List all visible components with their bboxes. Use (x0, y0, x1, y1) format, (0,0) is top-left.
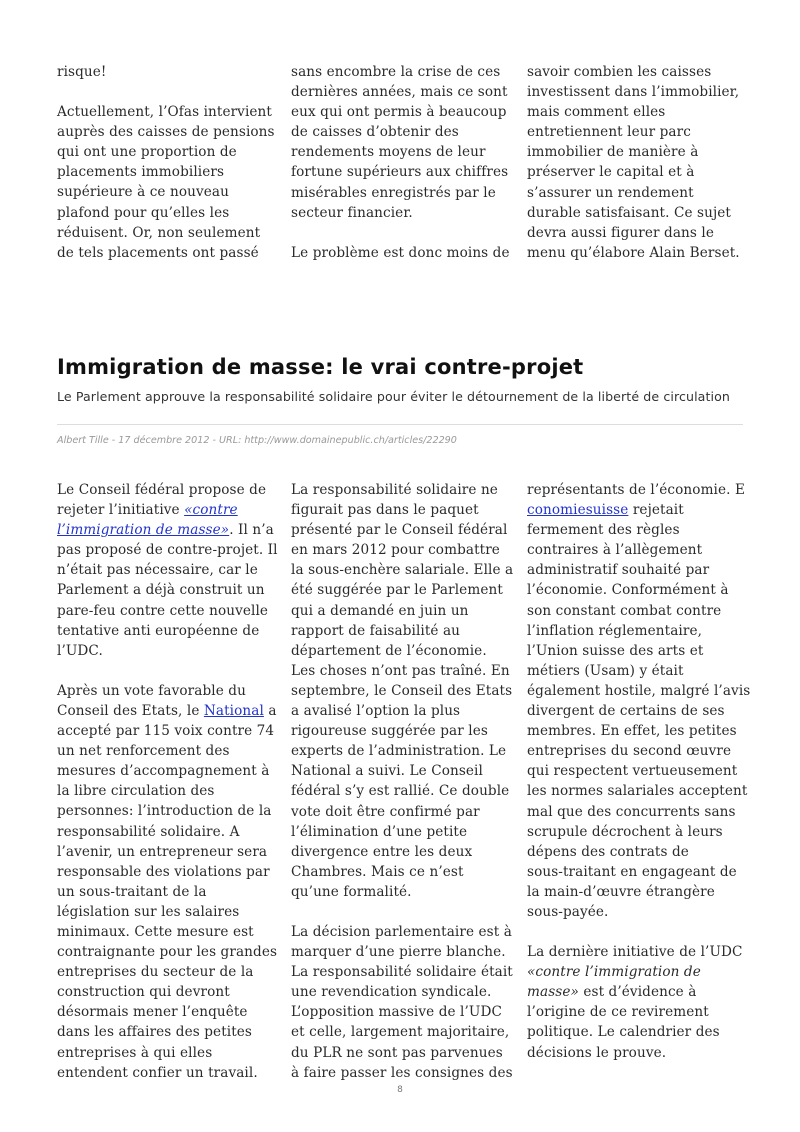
text-line: La responsabilité solidaire ne (291, 482, 498, 498)
text-line: n’était pas nécessaire, car le (57, 562, 258, 579)
text-line: également hostile, malgré l’avis (527, 682, 751, 699)
text-line: l’origine de ce revirement (527, 1004, 709, 1021)
text-line: sous-traitant en engageant de (527, 863, 737, 880)
text-line: construction qui devront (57, 984, 230, 1001)
text-line: supérieure à ce nouveau (57, 184, 229, 201)
text-line: minimaux. Cette mesure est (57, 923, 254, 940)
text-line: investissent dans l’immobilier, (527, 84, 740, 101)
text-line: rigoureuse suggérée par les (291, 723, 488, 740)
text-line: à faire passer les consignes des (291, 1064, 513, 1081)
text-line: marquer d’une pierre blanche. (291, 944, 506, 961)
paragraph (291, 243, 511, 263)
text-line: entreprises à qui elles (57, 1044, 213, 1061)
text-line: savoir combien les caisses (527, 64, 712, 80)
paragraph (57, 62, 277, 82)
paragraph (527, 480, 762, 922)
text-line: divergence entre les deux (291, 843, 473, 860)
paragraph (57, 102, 277, 263)
text-line: un net renforcement des (57, 743, 230, 760)
text-line: eux qui ont permis à beaucoup (291, 104, 507, 121)
text-line: de caisses d’obtenir des (291, 124, 459, 141)
text-line: et celle, largement majoritaire, (291, 1024, 510, 1041)
text-line: vote doit être confirmé par (291, 803, 480, 820)
text-line: l’économie. Conformément à (527, 582, 729, 599)
text-line (527, 500, 762, 520)
article-column-3 (527, 480, 762, 1063)
text-line: qui respectent vertueusement (527, 763, 738, 780)
text-line: figurait pas dans le paquet (291, 502, 479, 519)
italic-text: «contre l’immigration de (527, 964, 701, 981)
text-line: Les choses n’ont pas traîné. En (291, 662, 510, 679)
text-line (527, 962, 762, 982)
text-line: durable satisfaisant. Ce sujet (527, 204, 731, 221)
text-line: fortune supérieurs aux chiffres (291, 164, 509, 181)
text-line: membres. En effet, les petites (527, 723, 737, 740)
text-line: experts de l’administration. Le (291, 743, 507, 760)
text-line: préserver le capital et à (527, 164, 695, 181)
text-line: devra aussi figurer dans le (527, 224, 714, 241)
text-line: en mars 2012 pour combattre (291, 542, 500, 559)
text-line: sous-payée. (527, 903, 609, 920)
text-line: personnes: l’introduction de la (57, 803, 272, 820)
text-segment: rejetait (628, 502, 684, 519)
text-line: dans les affaires des petites (57, 1024, 252, 1041)
text-line: tentative anti européenne de (57, 622, 260, 639)
text-line: plafond pour qu’elles les (57, 204, 230, 221)
paragraph (291, 62, 511, 223)
text-line: responsable des violations par (57, 863, 270, 880)
text-line: menu qu’élabore Alain Berset. (527, 244, 740, 261)
text-line: Chambres. Mais ce n’est (291, 863, 464, 880)
text-line: rapport de faisabilité au (291, 622, 461, 639)
text-line: sans encombre la crise de ces (291, 64, 501, 80)
text-line: scrupule décrochent à leurs (527, 823, 723, 840)
text-line (57, 701, 282, 721)
text-line: La dernière initiative de l’UDC (527, 944, 743, 961)
text-line: du PLR ne sont pas parvenues (291, 1044, 503, 1061)
text-line: entretiennent leur parc (527, 124, 691, 141)
text-line: dernières années, mais ce sont (291, 84, 508, 101)
link-text: l’immigration de masse» (57, 522, 230, 539)
link-text: «contre (184, 502, 238, 519)
text-line: représentants de l’économie. E (527, 482, 746, 498)
text-line: contraires à l’allègement (527, 542, 703, 559)
text-line: une revendication syndicale. (291, 984, 492, 1001)
text-line: pare-feu contre cette nouvelle (57, 602, 269, 619)
text-line: accepté par 115 voix contre 74 (57, 723, 275, 740)
text-line: contraignante pour les grandes (57, 944, 278, 961)
text-line: législation sur les salaires (57, 903, 240, 920)
text-line (57, 500, 282, 520)
text-line: fédéral s’y est rallié. Ce double (291, 783, 510, 800)
text-line: entendent confier un travail. (57, 1064, 258, 1081)
paragraph (527, 62, 757, 263)
top-column-3 (527, 62, 757, 263)
article-title: Immigration de masse: le vrai contre-projet (57, 355, 584, 379)
text-line: a avalisé l’option la plus (291, 703, 461, 720)
text-line: septembre, le Conseil des Etats (291, 682, 513, 699)
text-segment: a (263, 702, 277, 719)
paragraph (57, 480, 282, 661)
text-line: réduisent. Or, non seulement (57, 224, 261, 241)
text-segment: est d’évidence à (578, 984, 697, 1001)
text-segment: . Il n’a (229, 522, 274, 539)
text-line: immobilier de manière à (527, 144, 699, 161)
article-subtitle: Le Parlement approuve la responsabilité solidaire pour éviter le détournement de la liberté de circulation (57, 389, 731, 404)
text-line: qui ont une proportion de (57, 144, 237, 161)
text-line: auprès des caisses de pensions (57, 124, 275, 141)
initiative-link-continued[interactable] (57, 522, 229, 538)
text-line: désormais mener l’enquête (57, 1004, 248, 1021)
text-line: l’avenir, un entrepreneur sera (57, 843, 268, 860)
text-line: mal que des concurrents sans (527, 803, 736, 820)
text-line: rendements moyens de leur (291, 144, 486, 161)
italic-text: masse» (527, 984, 579, 1001)
text-segment: Conseil des Etats, le (57, 702, 204, 719)
text-line: entreprises du second œuvre (527, 743, 732, 760)
text-line: misérables enregistrés par le (291, 184, 496, 201)
text-line: National a suivi. Le Conseil (291, 763, 483, 780)
text-line: été suggérée par le Parlement (291, 582, 503, 599)
text-line: qui a demandé en juin un (291, 602, 469, 619)
text-line: Le Conseil fédéral propose de (57, 482, 267, 498)
text-line: l’élimination d’une petite (291, 823, 468, 840)
national-link[interactable]: National (203, 702, 264, 719)
text-line: Parlement a déjà construit un (57, 582, 265, 599)
text-line: la libre circulation des (57, 783, 215, 800)
text-line: fermement des règles (527, 522, 680, 539)
text-line: administratif souhaité par (527, 562, 710, 579)
text-line: Après un vote favorable du (57, 682, 246, 699)
text-line: un sous-traitant de la (57, 883, 207, 900)
text-line: divergent de certains de ses (527, 703, 725, 720)
text-line: risque! (57, 64, 107, 80)
text-line: La responsabilité solidaire était (291, 964, 513, 981)
text-line: de tels placements ont passé (57, 244, 259, 261)
text-line: l’Union suisse des arts et (527, 642, 704, 659)
text-line: entreprises du secteur de la (57, 964, 254, 981)
text-line: La décision parlementaire est à (291, 923, 512, 940)
text-line: l’UDC. (57, 642, 103, 659)
text-line: placements immobiliers (57, 164, 225, 181)
text-line: pas proposé de contre-projet. Il (57, 542, 278, 559)
text-line: décisions le prouve. (527, 1044, 667, 1061)
initiative-link[interactable] (184, 502, 238, 518)
text-line: les normes salariales acceptent (527, 783, 748, 800)
text-line (57, 520, 282, 540)
text-line: Actuellement, l’Ofas intervient (57, 104, 272, 121)
article-column-2 (291, 480, 516, 1083)
paragraph (527, 942, 762, 1063)
text-line: s’assurer un rendement (527, 184, 694, 201)
paragraph (291, 480, 516, 902)
text-line: secteur financier. (291, 204, 413, 221)
text-line: l’inflation réglementaire, (527, 622, 703, 639)
text-line: présenté par le Conseil fédéral (291, 522, 508, 539)
text-line: dépens des contrats de (527, 843, 689, 860)
text-line: la sous-enchère salariale. Elle a (291, 562, 514, 579)
paragraph (57, 681, 282, 1083)
paragraph (291, 922, 516, 1083)
text-line: politique. Le calendrier des (527, 1024, 720, 1041)
text-line: mais comment elles (527, 104, 666, 121)
text-line: responsabilité solidaire. A (57, 823, 240, 840)
text-line: mesures d’accompagnement à (57, 763, 270, 780)
text-line: qu’une formalité. (291, 883, 412, 900)
top-column-1 (57, 62, 277, 263)
economiesuisse-link[interactable]: conomiesuisse (527, 502, 629, 519)
text-line: métiers (Usam) y était (527, 662, 684, 679)
article-byline: Albert Tille - 17 décembre 2012 - URL: http://www.domainepublic.ch/articles/22290 (57, 435, 457, 446)
article-column-1 (57, 480, 282, 1083)
divider (57, 424, 743, 425)
text-line: son constant combat contre (527, 602, 722, 619)
top-column-2 (291, 62, 511, 263)
text-line: la main-d’œuvre étrangère (527, 883, 715, 900)
page-number: 8 (397, 1085, 403, 1095)
text-line: Le problème est donc moins de (291, 244, 510, 261)
text-segment: rejeter l’initiative (57, 502, 185, 519)
text-line: L’opposition massive de l’UDC (291, 1004, 502, 1021)
text-line: département de l’économie. (291, 642, 487, 659)
text-line (527, 982, 762, 1002)
